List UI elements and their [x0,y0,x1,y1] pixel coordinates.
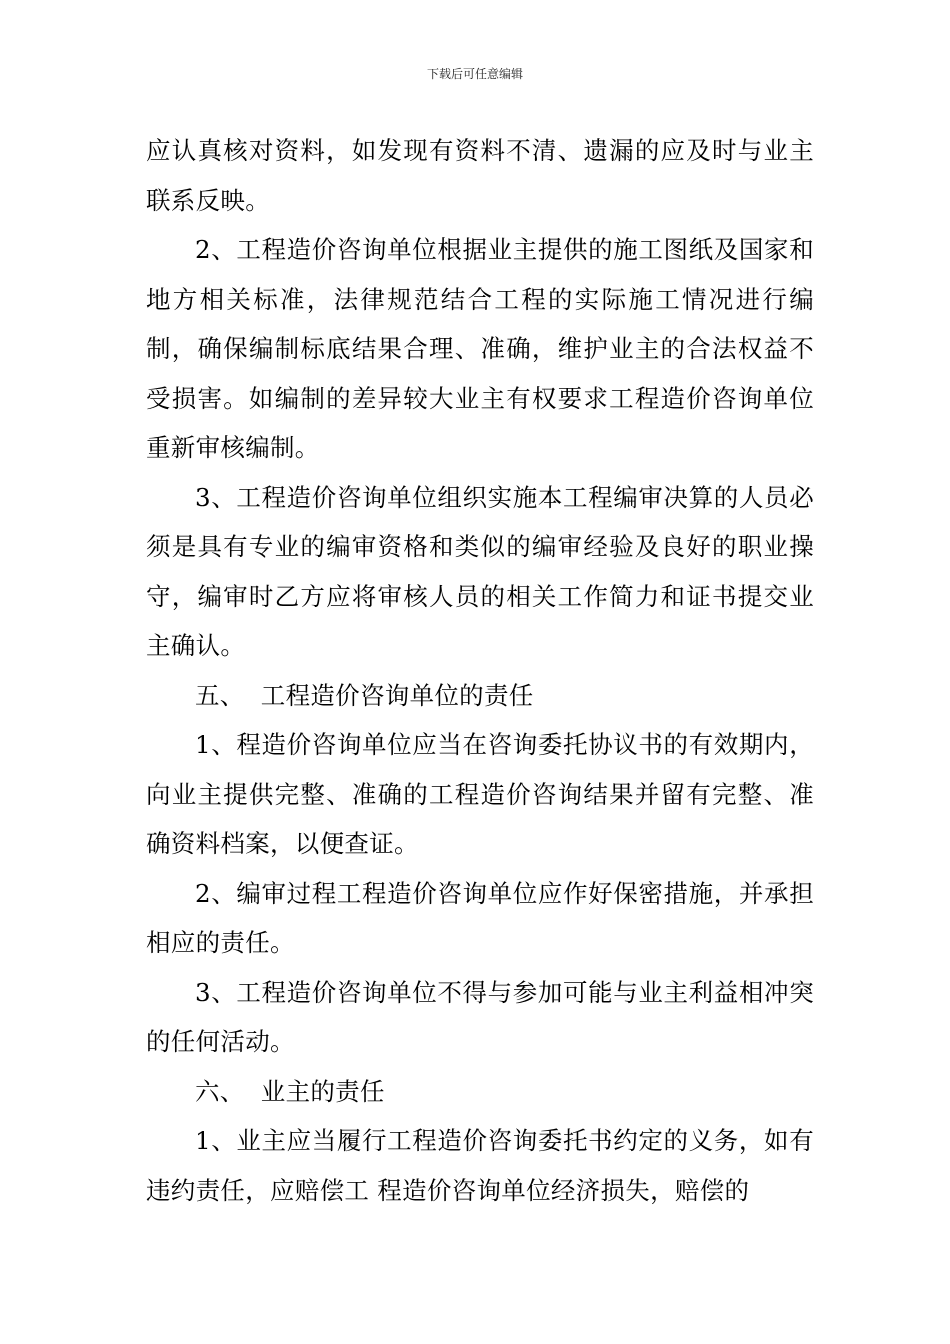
paragraph-section6-item-1: 1、业主应当履行工程造价咨询委托书约定的义务，如有违约责任，应赔偿工 程造价咨询单位经济损失，赔偿的 [146,1126,814,1205]
paragraph-section5-item-2: 2、编审过程工程造价咨询单位应作好保密措施，并承担相应的责任。 [146,878,814,957]
paragraph-item-3: 3、工程造价咨询单位组织实施本工程编审决算的人员必须是具有专业的编审资格和类似的编审经验及良好的职业操守，编审时乙方应将审核人员的相关工作简力和证书提交业主确认。 [146,482,814,660]
document-body [146,126,814,1215]
paragraph-item-2: 2、工程造价咨询单位根据业主提供的施工图纸及国家和地方相关标准，法律规范结合工程的实际施工情况进行编制，确保编制标底结果合理、准确，维护业主的合法权益不受损害。如编制的差异较大业主有权要求工程造价咨询单位重新审核编制。 [146,235,814,462]
paragraph-continuation: 应认真核对资料，如发现有资料不清、遗漏的应及时与业主联系反映。 [146,136,814,215]
section-heading-five: 五、 工程造价咨询单位的责任 [195,680,534,710]
section-heading-six: 六、 业主的责任 [195,1076,385,1106]
paragraph-section5-item-1: 1、程造价咨询单位应当在咨询委托协议书的有效期内，向业主提供完整、准确的工程造价咨询结果并留有完整、准确资料档案，以便查证。 [146,730,814,858]
page-header: 下载后可任意编辑 [426,67,523,81]
paragraph-section5-item-3: 3、工程造价咨询单位不得与参加可能与业主利益相冲突的任何活动。 [146,977,814,1056]
